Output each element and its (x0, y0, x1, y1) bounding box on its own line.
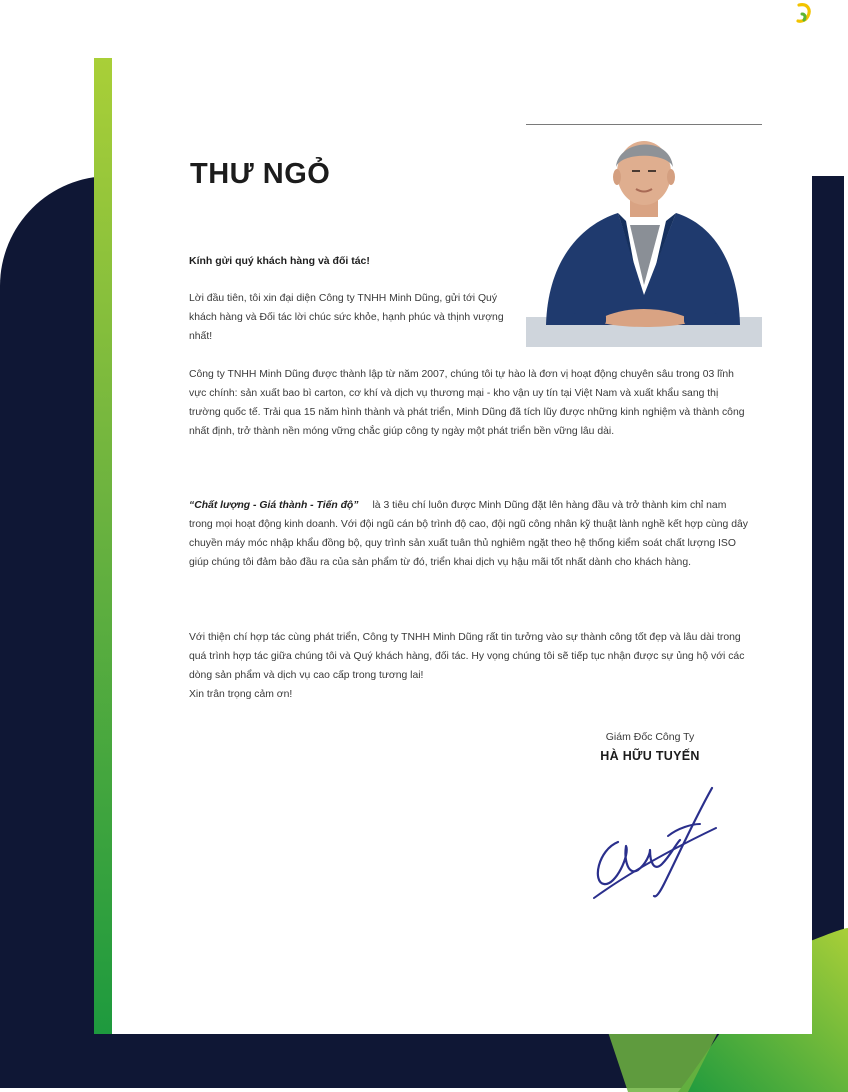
greeting-line: Kính gửi quý khách hàng và đối tác! (189, 255, 370, 267)
intro-paragraph: Lời đầu tiên, tôi xin đại diện Công ty TNHH Minh Dũng, gửi tới Quý khách hàng và Đối tác lời chúc sức khỏe, hạnh phúc và thịnh vượng nhất! (189, 293, 504, 342)
quality-paragraph (189, 496, 749, 572)
handwritten-signature (590, 780, 720, 900)
thanks-text: Xin trân trọng cảm ơn! (189, 689, 293, 700)
closing-paragraph (189, 628, 749, 704)
green-accent-bar (94, 58, 112, 1034)
slogan-quote: “Chất lượng - Giá thành - Tiến độ” (189, 500, 359, 511)
company-paragraph: Công ty TNHH Minh Dũng được thành lập từ năm 2007, chúng tôi tự hào là đơn vị hoạt động chuyên sâu trong 03 lĩnh vực chính: sản xuất bao bì carton, cơ khí và dịch vụ thương mại - kho vận uy tín tại Việt Nam và xuất khẩu sang thị trường quốc tế. Trải qua 15 năm hình thành và phát triển, Minh Dũng đã tích lũy được những kinh nghiệm và thành công nhất định, trở thành nền móng vững chắc giúp công ty ngày một phát triển bền vững lâu dài. (189, 369, 745, 437)
cooperation-text: Với thiện chí hợp tác cùng phát triển, Công ty TNHH Minh Dũng rất tin tưởng vào sự thành công tốt đẹp và lâu dài trong quá trình hợp tác giữa chúng tôi và Quý khách hàng, đối tác. Hy vọng chúng tôi sẽ tiếp tục nhận được sự ủng hộ với các dòng sản phẩm và dịch vụ cao cấp trong tương lai! (189, 632, 745, 681)
signer-name: HÀ HỮU TUYẾN (600, 749, 700, 763)
letter-title: THƯ NGỎ (190, 158, 331, 190)
director-portrait (526, 124, 762, 347)
signer-role: Giám Đốc Công Ty (605, 731, 695, 743)
quality-text: là 3 tiêu chí luôn được Minh Dũng đặt lên hàng đầu và trở thành kim chỉ nam trong mọi hoạt động kinh doanh. Với đội ngũ cán bộ trình độ cao, đội ngũ công nhân kỹ thuật lành nghề kết hợp cùng dây chuyền máy móc nhập khẩu đồng bộ, quy trình sản xuất tuân thủ nghiêm ngặt theo hệ thống kiểm soát chất lượng ISO giúp chúng tôi đảm bảo đầu ra của sản phẩm từ đó, triển khai dịch vụ hậu mãi tốt nhất dành cho khách hàng. (189, 500, 748, 568)
brand-logo-icon (796, 2, 812, 24)
portrait-illustration (526, 125, 762, 347)
